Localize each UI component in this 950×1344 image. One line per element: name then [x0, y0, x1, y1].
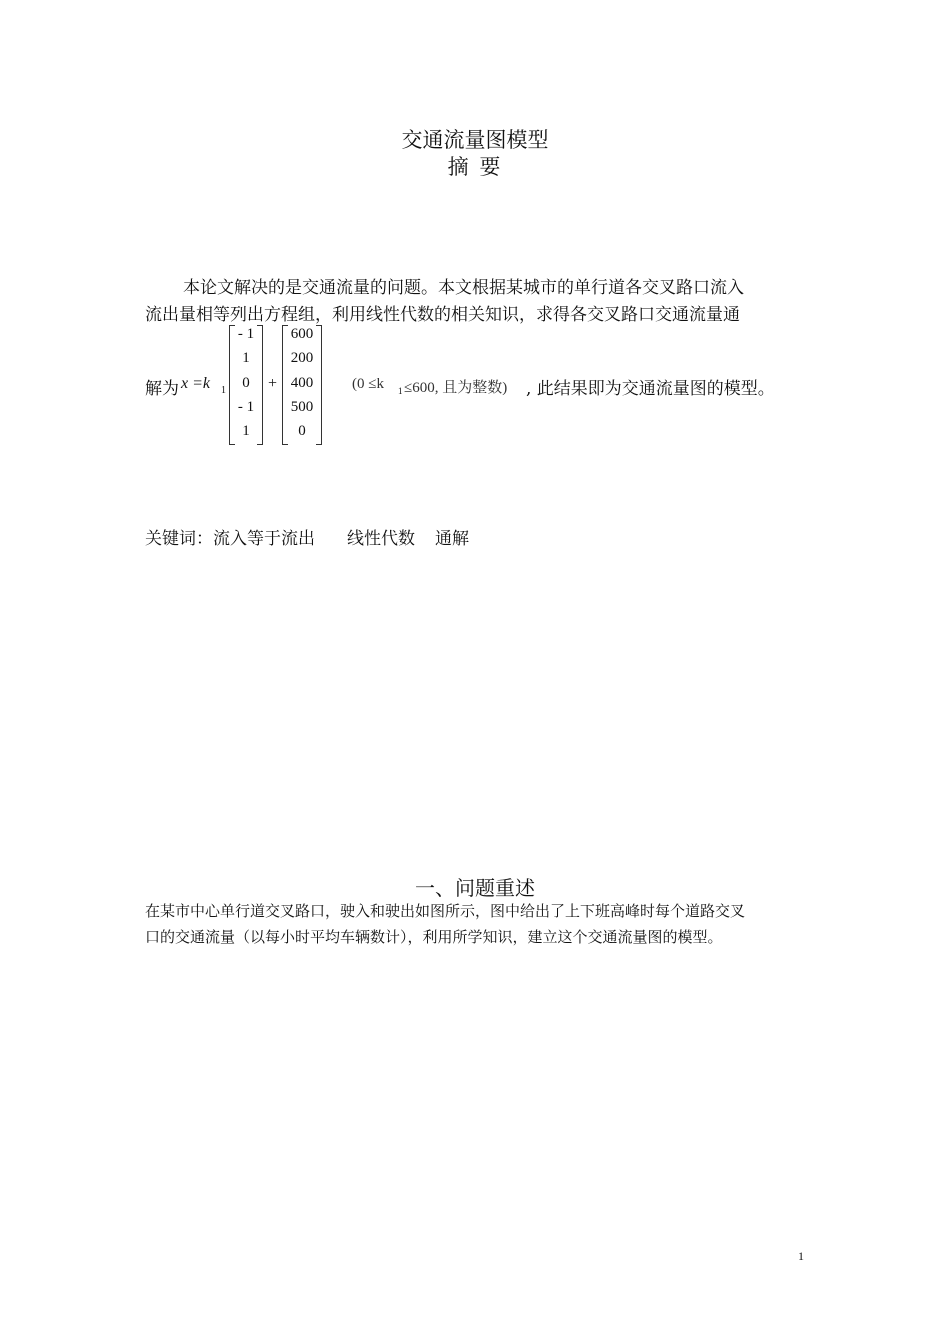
- coefficient-vector: [229, 325, 263, 445]
- vector-entry: - 1: [237, 399, 255, 415]
- vector-entry: 0: [242, 375, 250, 391]
- equation-lhs: x =k: [181, 375, 210, 392]
- vector-entry: 200: [290, 350, 314, 366]
- condition-subscript: 1: [398, 386, 403, 396]
- condition-rest: ≤600, 且为整数): [404, 380, 508, 396]
- section-line-1: 在某市中心单行道交叉路口，驶入和驶出如图所示，图中给出了上下班高峰时每个道路交叉: [145, 902, 746, 920]
- equation-subscript: 1: [221, 385, 226, 396]
- section-heading: 一、问题重述: [415, 876, 535, 900]
- keyword: 流入等于流出: [213, 529, 315, 549]
- keyword: 线性代数: [347, 529, 415, 549]
- abstract-heading: 摘 要: [447, 155, 503, 179]
- vector-entry: 1: [242, 350, 250, 366]
- solution-suffix: , 此结果即为交通流量图的模型。: [526, 379, 775, 399]
- vector-entry: - 1: [237, 326, 255, 342]
- keywords-label: 关键词：: [145, 529, 213, 549]
- plus-sign: +: [268, 375, 278, 392]
- vector-entry: 0: [298, 423, 306, 439]
- keyword: 通解: [435, 529, 469, 549]
- abstract-line-1: 本论文解决的是交通流量的问题。本文根据某城市的单行道各交叉路口流入: [183, 278, 744, 298]
- page-number: 1: [798, 1249, 804, 1263]
- vector-entry: 500: [290, 399, 314, 415]
- vector-entry: 600: [290, 326, 314, 342]
- abstract-line-2: 流出量相等列出方程组，利用线性代数的相关知识，求得各交叉路口交通流量通: [145, 305, 740, 325]
- keywords: [145, 524, 469, 549]
- section-line-2: 口的交通流量（以每小时平均车辆数计），利用所学知识，建立这个交通流量图的模型。: [145, 928, 723, 946]
- solution-prefix: 解为: [145, 379, 179, 399]
- paper-title: 交通流量图模型: [401, 128, 549, 152]
- vector-entry: 400: [290, 375, 314, 391]
- vector-entry: 1: [242, 423, 250, 439]
- constant-vector: [282, 325, 322, 445]
- condition-start: (0 ≤k: [352, 376, 384, 392]
